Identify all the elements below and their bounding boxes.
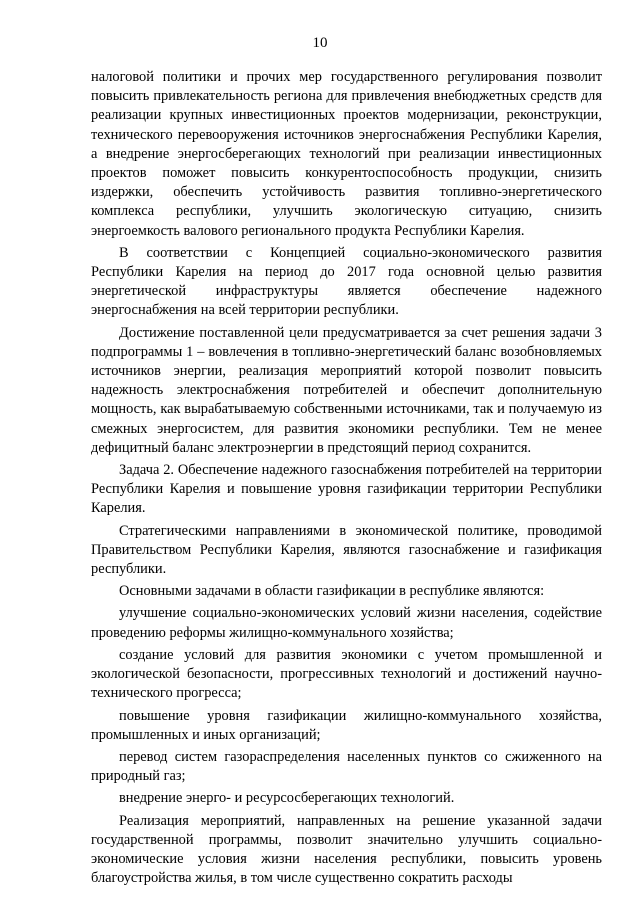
list-item: создание условий для развития экономики с учетом промышленной и экологической безопасности, прогрессивных технологий и достижений научно-технического прогресса; xyxy=(91,646,602,702)
list-item: внедрение энерго- и ресурсосберегающих технологий. xyxy=(119,790,455,807)
list-item: повышение уровня газификации жилищно-коммунального хозяйства, промышленных и иных организаций; xyxy=(91,707,602,743)
list-item: перевод систем газораспределения населенных пунктов со сжиженного на природный газ; xyxy=(91,748,602,785)
list-item: улучшение социально-экономических условий жизни населения, содействие проведению реформы жилищно-коммунального хозяйства; xyxy=(91,605,602,641)
paragraph: Основными задачами в области газификации в республике являются: xyxy=(119,583,545,600)
paragraph: Достижение поставленной цели предусматривается за счет решения задачи 3 подпрограммы 1 – вовлечения в топливно-энергетический баланс возобновляемых источников энергии, реализация мероприятий которой позволит повысить надежность электроснабжения потребителей и обеспечит дополнительную мощность, как вырабатываемую собственными источниками, так и получаемую из смежных энергосистем, для развития экономики республики. Тем не менее дефицитный баланс электроэнергии в предстоящий период сохранится. xyxy=(91,324,602,456)
page-number: 10 xyxy=(312,35,328,51)
paragraph: Задача 2. Обеспечение надежного газоснабжения потребителей на территории Республики Карелия и повышение уровня газификации территории Республики Карелия. xyxy=(91,462,602,517)
paragraph: Стратегическими направлениями в экономической политике, проводимой Правительством Республики Карелия, являются газоснабжение и газификация республики. xyxy=(91,522,602,578)
paragraph: В соответствии с Концепцией социально-экономического развития Республики Карелия на период до 2017 года основной целью развития энергетической инфраструктуры является обеспечение надежного энергоснабжения на всей территории республики. xyxy=(91,244,602,319)
document-body xyxy=(91,68,602,891)
paragraph: Реализация мероприятий, направленных на решение указанной задачи государственной программы, позволит значительно улучшить социально-экономические условия жизни населения республики, повысить уровень благоустройства жилья, в том числе существенно сократить расходы xyxy=(91,812,602,887)
paragraph: налоговой политики и прочих мер государственного регулирования позволит повысить привлекательность региона для привлечения внебюджетных средств для реализации крупных инвестиционных проектов модернизации, реконструкции, технического перевооружения источников энергоснабжения Республики Карелия, а внедрение энергосберегающих технологий при реализации инвестиционных проектов поможет повысить конкурентоспособность продукции, снизить издержки, обеспечить устойчивость развития топливно-энергетического комплекса республики, улучшить экологическую ситуацию, снизить энергоемкость валового регионального продукта Республики Карелия. xyxy=(91,69,602,239)
